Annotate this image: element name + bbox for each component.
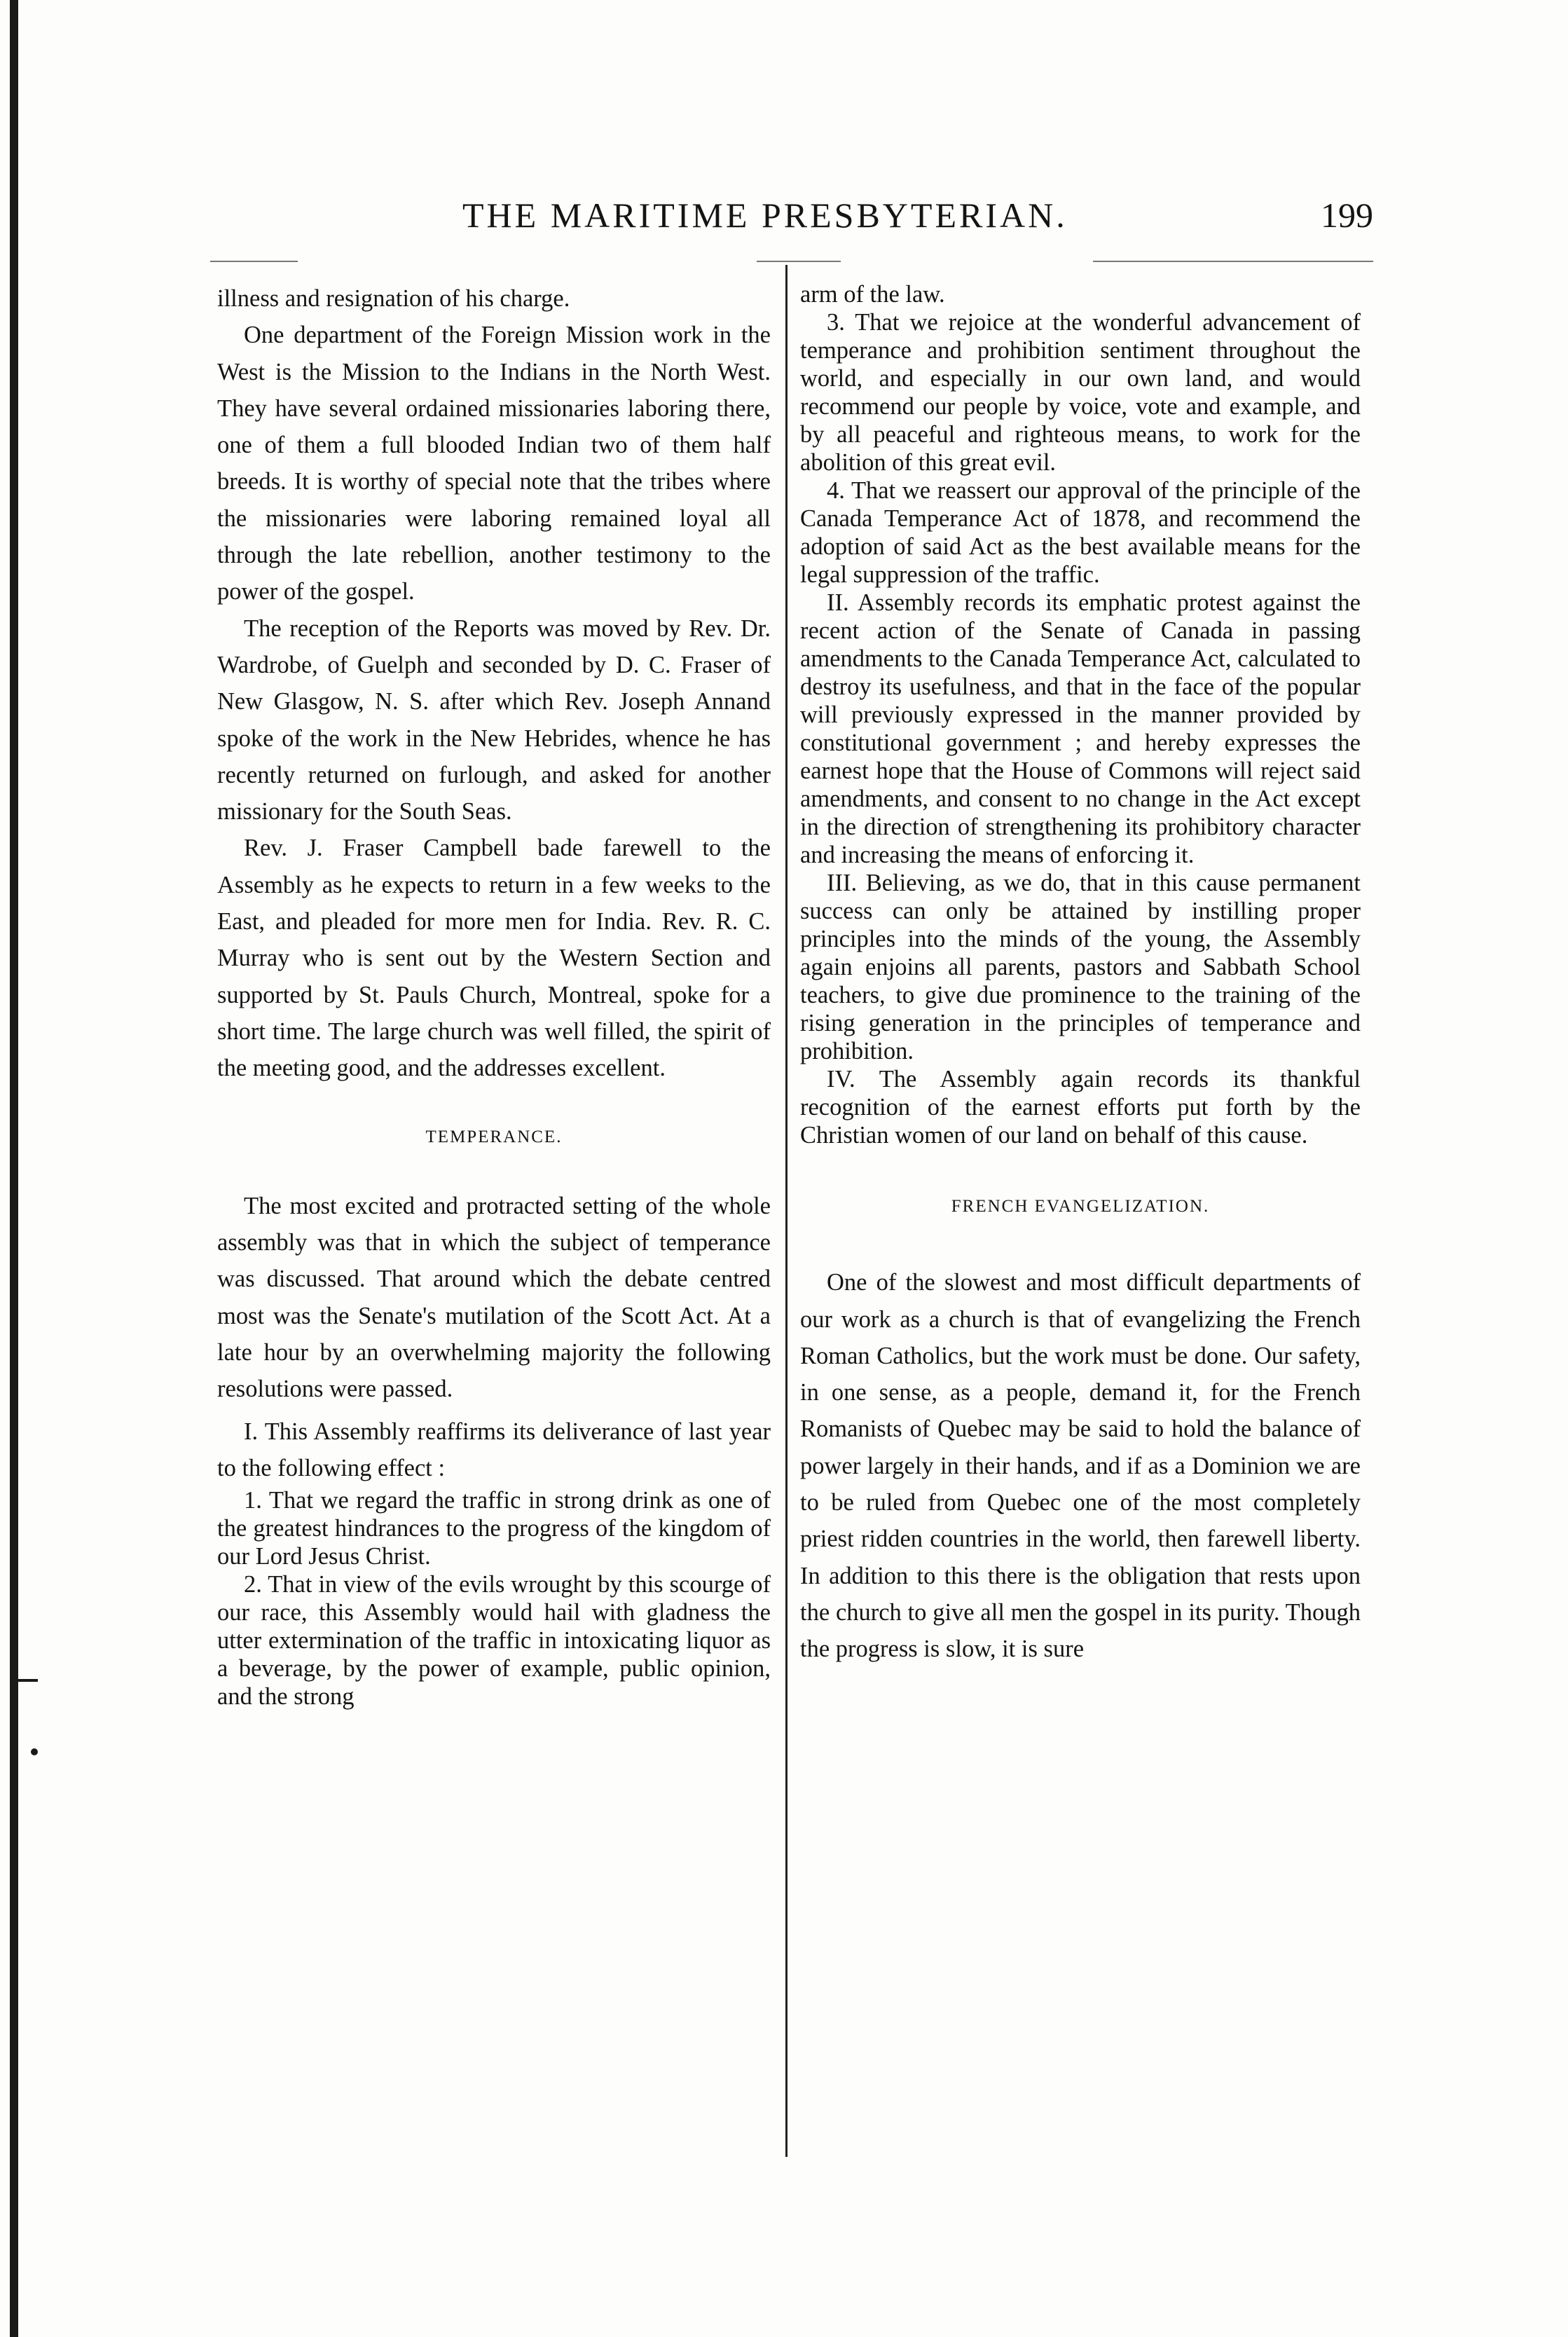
paragraph: arm of the law. <box>800 281 945 308</box>
page-header <box>196 195 1373 251</box>
paragraph: The reception of the Reports was moved by Rev. Dr. Wardrobe, of Guelph and seconded by D. C. Fraser of New Glasgow, N. S. after which Rev. Joseph Annand spoke of the work in the New Hebrides, whence he has recently returned on furlough, and asked for another missionary for the South Seas. <box>217 615 771 825</box>
paragraph: 1. That we regard the traffic in strong drink as one of the greatest hindrances to the progress of the kingdom of our Lord Jesus Christ. <box>217 1487 771 1570</box>
paragraph: The most excited and protracted setting of the whole assembly was that in which the subject of temperance was discussed. That around which the debate centred most was the Senate's mutilation of the Scott Act. At a late hour by an overwhelming majority the following resolutions were passed. <box>217 1192 771 1403</box>
paragraph: IV. The Assembly again records its thankful recognition of the earnest efforts put forth by the Christian women of our land on behalf of this cause. <box>800 1066 1361 1149</box>
left-column <box>217 280 771 1711</box>
header-rule-center <box>757 261 841 262</box>
paragraph: II. Assembly records its emphatic protest against the recent action of the Senate of Canada in passing amendments to the Canada Temperance Act, calculated to destroy its usefulness, and that in the face of the popular will previously expressed in the manner provided by constitutional government ; and hereby expresses the earnest hope that the House of Commons will reject said amendments, and consent to no change in the Act except in the direction of strengthening its prohibitory character and increasing the means of enforcing it. <box>800 589 1361 868</box>
paragraph: 3. That we rejoice at the wonderful advancement of temperance and prohibition sentiment throughout the world, and especially in our own land, and would recommend our people by voice, vote and example, and by all peaceful and righteous means, to work for the abolition of this great evil. <box>800 309 1361 476</box>
header-rule-right <box>1093 261 1373 262</box>
paragraph: I. This Assembly reaffirms its deliverance of last year to the following effect : <box>217 1418 771 1481</box>
column-divider <box>785 265 788 2157</box>
section-heading-french-evangelization: FRENCH EVANGELIZATION. <box>951 1197 1210 1216</box>
binding-edge <box>10 0 18 2337</box>
binding-dot <box>31 1748 38 1755</box>
header-rule-left <box>210 261 298 262</box>
paragraph: Rev. J. Fraser Campbell bade farewell to the Assembly as he expects to return in a few weeks to the East, and pleaded for more men for India. Rev. R. C. Murray who is sent out by the Western Section and supported by St. Pauls Church, Montreal, spoke for a short time. The large church was well filled, the spirit of the meeting good, and the addresses excellent. <box>217 835 771 1082</box>
paragraph: III. Believing, as we do, that in this cause permanent success can only be attained by instilling proper principles into the minds of the young, the Assembly again enjoins all parents, pastors and Sabbath School teachers, to give due prominence to the training of the rising generation in the principles of temperance and prohibition. <box>800 870 1361 1064</box>
section-heading-temperance: TEMPERANCE. <box>425 1127 563 1146</box>
paragraph: One of the slowest and most difficult departments of our work as a church is that of evangelizing the French Roman Catholics, but the work must be done. Our safety, in one sense, as a people, demand it, for the French Romanists of Quebec may be said to hold the balance of power largely in their hands, and if as a Dominion we are to be ruled from Quebec one of the most completely priest ridden countries in the world, then farewell liberty. In addition to this there is the obligation that rests upon the church to give all men the gospel in its purity. Though the progress is slow, it is sure <box>800 1269 1361 1663</box>
paragraph: 4. That we reassert our approval of the principle of the Canada Temperance Act of 1878, and recommend the adoption of said Act as the best available means for the legal suppression of the traffic. <box>800 477 1361 588</box>
paragraph: illness and resignation of his charge. <box>217 285 570 312</box>
right-column <box>800 280 1361 1668</box>
page-title: THE MARITIME PRESBYTERIAN. <box>462 196 1068 235</box>
binding-mark <box>18 1679 38 1682</box>
page-number: 199 <box>1321 196 1373 235</box>
paragraph: 2. That in view of the evils wrought by this scourge of our race, this Assembly would hail with gladness the utter extermination of the traffic in intoxicating liquor as a beverage, by the power of example, public opinion, and the strong <box>217 1571 771 1711</box>
paragraph: One department of the Foreign Mission work in the West is the Mission to the Indians in the North West. They have several ordained missionaries laboring there, one of them a full blooded Indian two of them half breeds. It is worthy of special note that the tribes where the missionaries were laboring remained loyal all through the late rebellion, another testimony to the power of the gospel. <box>217 322 771 605</box>
